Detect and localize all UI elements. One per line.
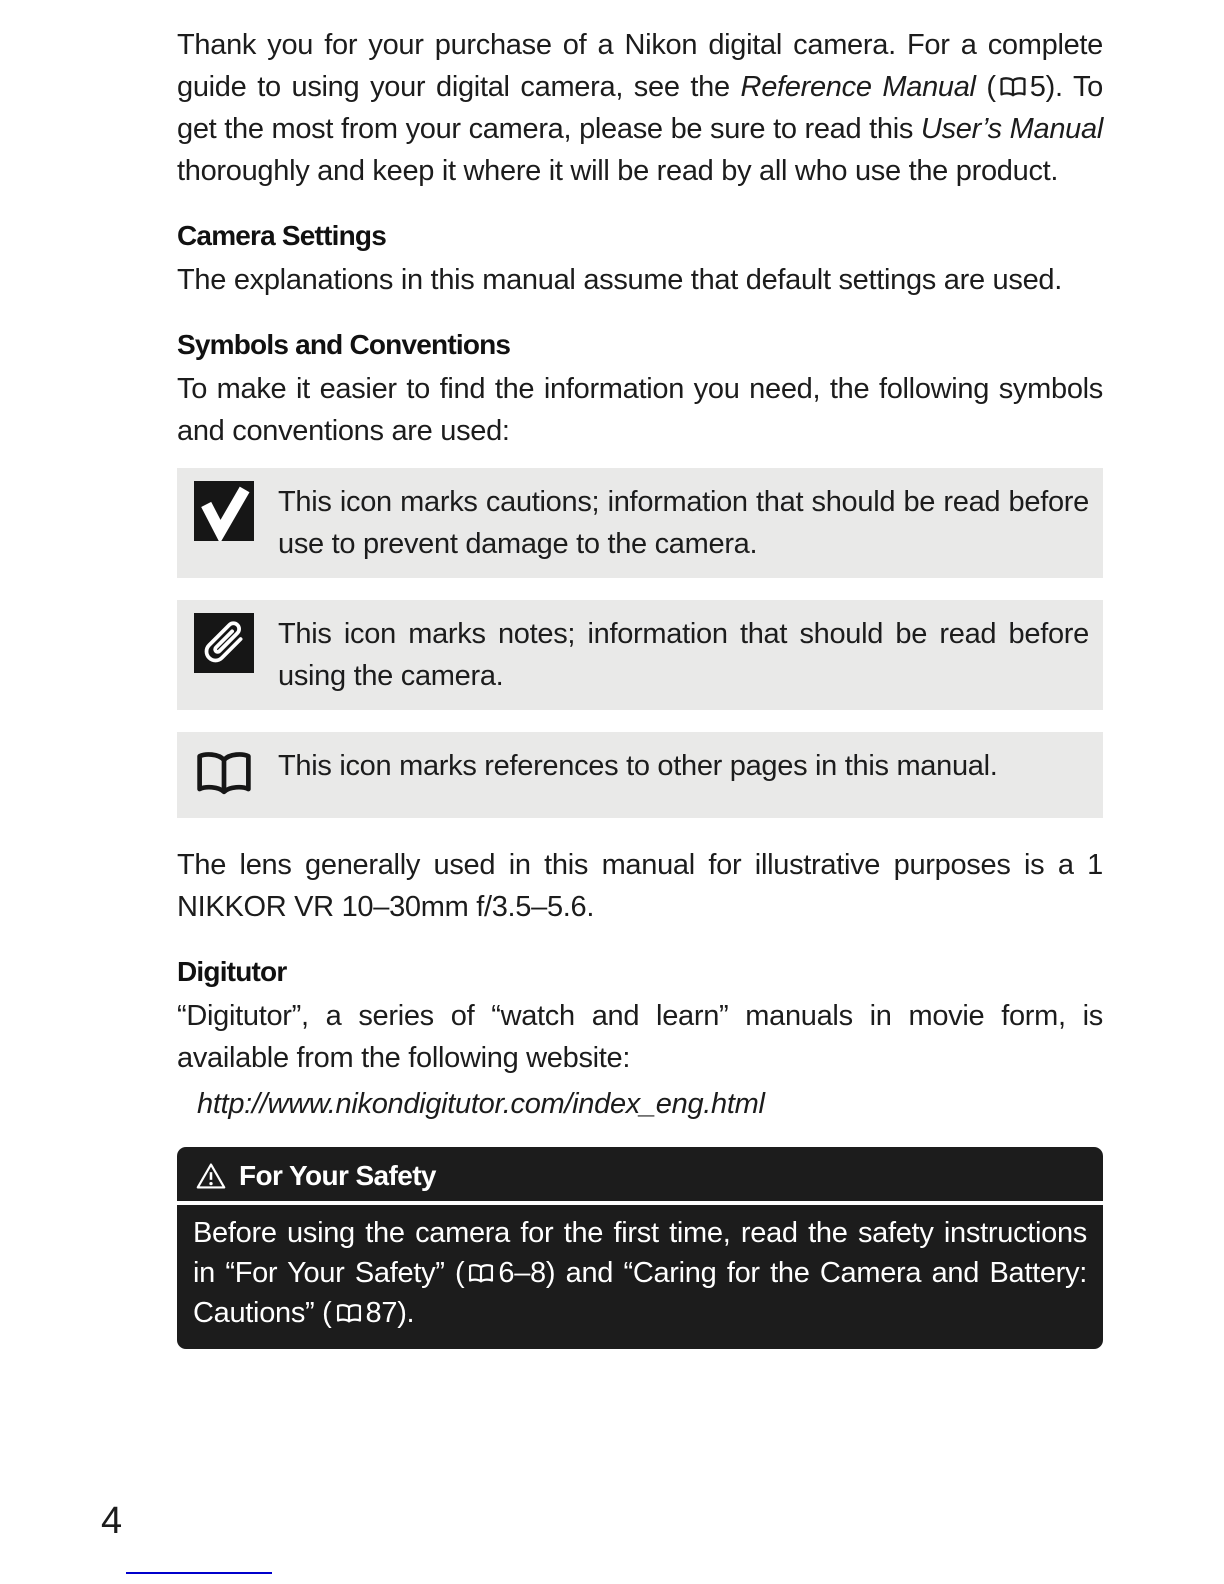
open-book-icon — [194, 745, 254, 805]
intro-text-4: thoroughly and keep it where it will be read by all who use the product. — [177, 155, 1059, 187]
safety-box-title-row — [193, 1155, 1087, 1199]
intro-text-2: ( — [975, 71, 996, 103]
symbols-conventions-intro: To make it easier to find the information you need, the following symbols and conventions are used: — [177, 373, 1103, 447]
symbol-row-cautions — [177, 468, 1103, 578]
symbol-row-references — [177, 732, 1103, 818]
intro-paragraph — [177, 24, 1103, 192]
camera-settings-heading: Camera Settings — [177, 220, 386, 251]
safety-ref-pages-1: 6–8 — [498, 1257, 546, 1289]
symbols-conventions-heading: Symbols and Conventions — [177, 329, 511, 360]
safety-text-2: ) and “Caring for the Camera and Battery: Cautions” ( — [193, 1257, 1087, 1329]
users-manual-title: User’s Manual — [920, 113, 1103, 145]
safety-text-1: Before using the camera for the first time, read the safety instructions in “For Your Safety” ( — [193, 1217, 1087, 1289]
page-number: 4 — [101, 1500, 123, 1542]
paperclip-icon — [194, 613, 254, 673]
safety-box-body — [193, 1213, 1087, 1333]
intro-text-3: ). To get the most from your camera, please be sure to read this — [177, 71, 1103, 145]
caution-description: This icon marks cautions; information that should be read before use to prevent damage to the camera. — [278, 486, 1089, 560]
safety-page-reference-book-icon-2 — [334, 1303, 364, 1324]
digitutor-url: http://www.nikondigitutor.com/index_eng.html — [197, 1088, 765, 1120]
warning-triangle-icon — [195, 1162, 227, 1190]
safety-box-title: For Your Safety — [239, 1160, 436, 1191]
lens-note: The lens generally used in this manual for illustrative purposes is a 1 NIKKOR VR 10–30mm f/3.5–5.6. — [177, 849, 1103, 923]
caution-check-icon — [194, 481, 254, 541]
safety-text-3: ). — [397, 1297, 415, 1329]
page-content — [177, 24, 1103, 1349]
safety-page-reference-book-icon-1 — [466, 1263, 496, 1284]
footer-accent-line — [126, 1572, 272, 1574]
notes-description: This icon marks notes; information that should be read before using the camera. — [278, 618, 1089, 692]
symbol-row-notes — [177, 600, 1103, 710]
reference-manual-title: Reference Manual — [740, 71, 976, 103]
camera-settings-body: The explanations in this manual assume that default settings are used. — [177, 264, 1062, 296]
safety-notice-box — [177, 1147, 1103, 1349]
page-reference-book-icon — [998, 76, 1028, 98]
references-description: This icon marks references to other pages in this manual. — [278, 750, 998, 782]
digitutor-body: “Digitutor”, a series of “watch and learn” manuals in movie form, is available from the following website: — [177, 1000, 1103, 1074]
intro-text-1: Thank you for your purchase of a Nikon digital camera. For a complete guide to using your digital camera, see the — [177, 29, 1103, 103]
page-reference-number: 5 — [1029, 71, 1046, 103]
digitutor-heading: Digitutor — [177, 956, 287, 987]
safety-box-divider — [177, 1201, 1103, 1205]
safety-ref-pages-2: 87 — [365, 1297, 398, 1329]
